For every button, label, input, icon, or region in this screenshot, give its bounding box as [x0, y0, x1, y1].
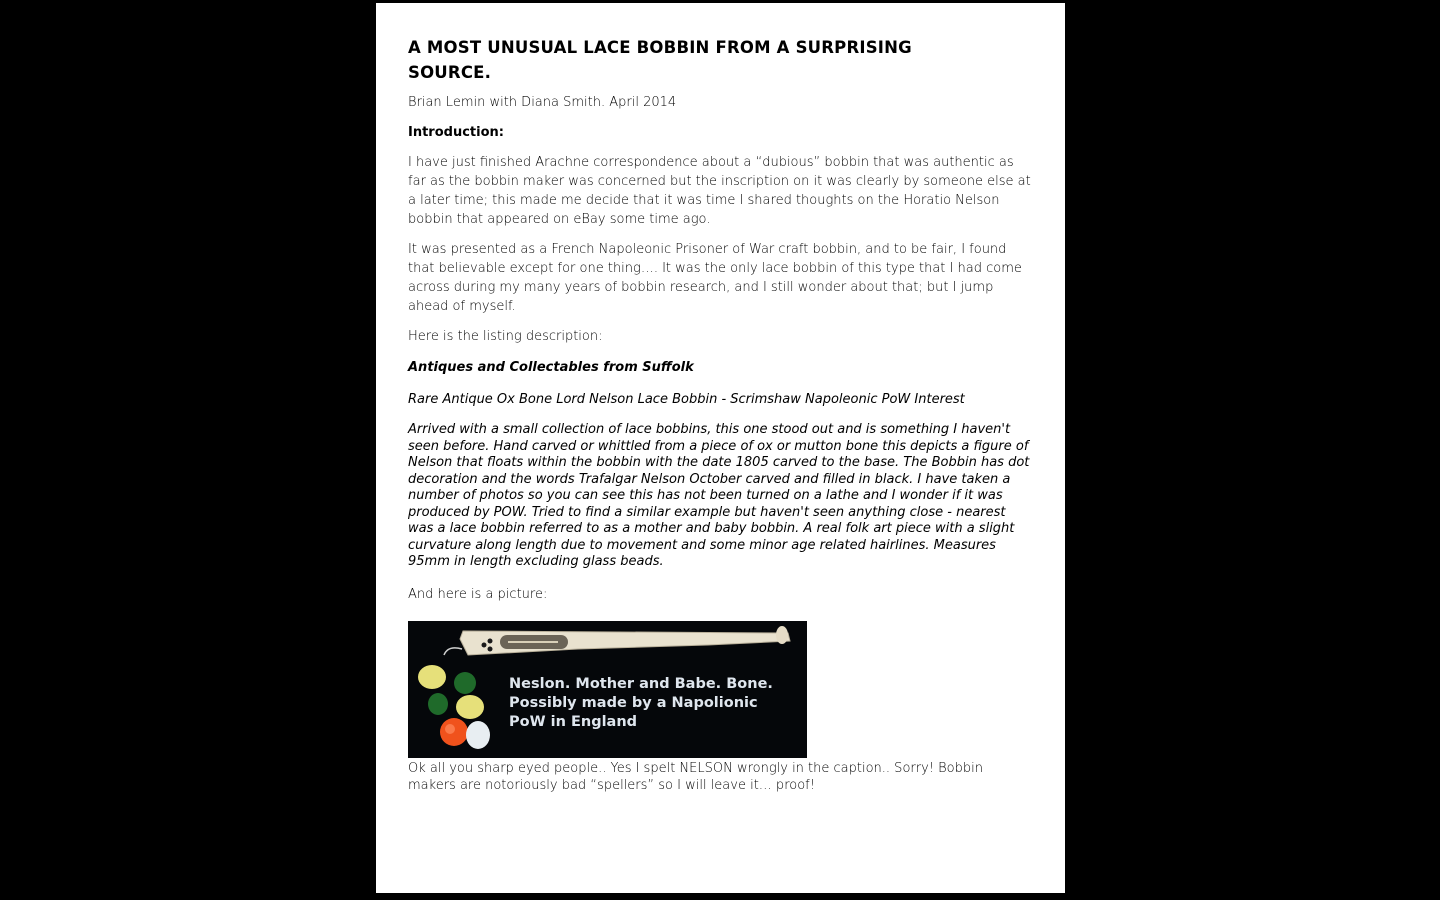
- listing-title: Rare Antique Ox Bone Lord Nelson Lace Bobbin - Scrimshaw Napoleonic PoW Interest: [408, 392, 965, 407]
- photo-caption: Neslon. Mother and Babe. Bone. Possibly made by a Napolionic PoW in England: [509, 675, 773, 730]
- dot-decoration: [482, 642, 487, 647]
- document-page: [376, 3, 1065, 893]
- intro-heading: Introduction:: [408, 125, 504, 140]
- bead-yellow: [418, 665, 446, 689]
- byline: Brian Lemin with Diana Smith. April 2014: [408, 95, 677, 110]
- bobbin-photo: [408, 621, 807, 758]
- shop-name: Antiques and Collectables from Suffolk: [408, 360, 694, 375]
- after-picture-text: Ok all you sharp eyed people.. Yes I spelt NELSON wrongly in the caption.. Sorry! Bobbin makers are notoriously bad “spellers” so I will leave it… proof!: [408, 760, 983, 793]
- article-title: A MOST UNUSUAL LACE BOBBIN FROM A SURPRISING SOURCE.: [408, 38, 912, 82]
- bead-green: [454, 672, 476, 694]
- picture-intro: And here is a picture:: [408, 586, 548, 602]
- bobbin-head: [776, 626, 788, 644]
- bead-white: [466, 721, 490, 749]
- paragraph-1: I have just finished Arachne correspondence about a “dubious” bobbin that was authentic as far as the bobbin maker was concerned but the inscription on it was clearly by someone else at a later time; this made me decide that it was time I shared thoughts on the Horatio Nelson bobbin that appeared on eBay some time ago.: [408, 155, 1031, 227]
- paragraph-2: It was presented as a French Napoleonic Prisoner of War craft bobbin, and to be fair, I found that believable except for one thing…. It was the only lace bobbin of this type that I had come across during my many years of bobbin research, and I still wonder about that; but I jump ahead of myself.: [408, 242, 1022, 314]
- listing-description: Arrived with a small collection of lace bobbins, this one stood out and is something I haven't seen before. Hand carved or whittled from a piece of ox or mutton bone this depicts a figure of Nelson that floats within the bobbin with the date 1805 carved to the base. The Bobbin has dot decoration and the words Trafalgar Nelson October carved and filled in black. I have taken a number of photos so you can see this has not been turned on a lathe and I wonder if it was produced by POW. Tried to find a similar example but haven't seen anything close - nearest was a lace bobbin referred to as a mother and baby bobbin. A real folk art piece with a slight curvature along length due to movement and some minor age related hairlines. Measures 95mm in length excluding glass beads.: [408, 422, 1030, 569]
- listing-intro: Here is the listing description:: [408, 329, 603, 344]
